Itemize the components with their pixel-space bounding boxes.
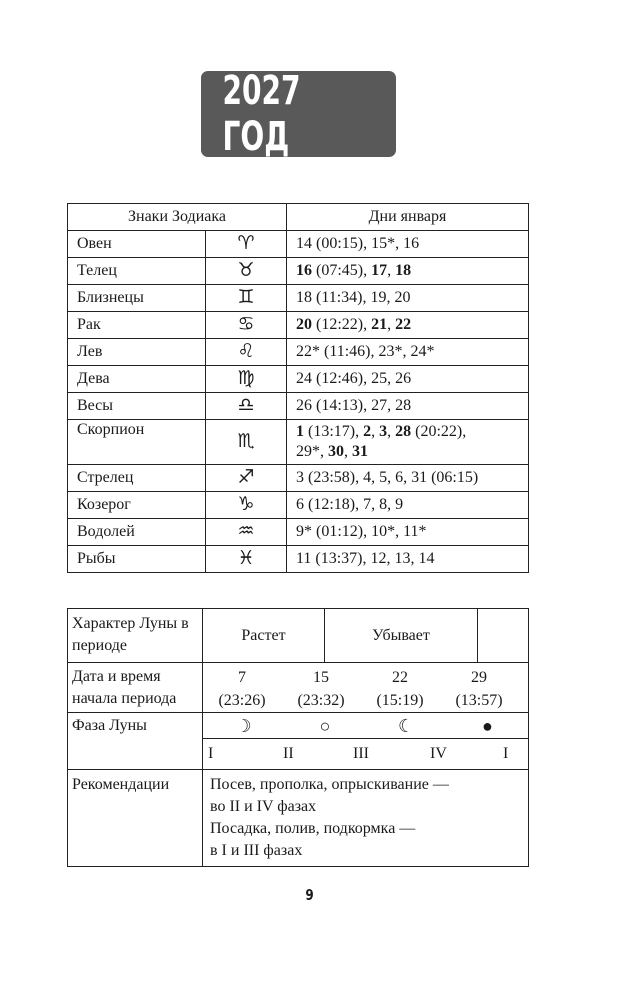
zodiac-days: 26 (14:13), 27, 28 bbox=[287, 393, 529, 420]
zodiac-days: 1 (13:17), 2, 3, 28 (20:22), 29*, 30, 31 bbox=[287, 420, 529, 465]
zodiac-row bbox=[68, 312, 529, 339]
zodiac-symbol-icon: ♍︎ bbox=[206, 366, 287, 393]
period-date: 7 (23:26) bbox=[218, 669, 266, 709]
period-date: 22 (15:19) bbox=[376, 669, 424, 709]
date-label: Дата и время начала периода bbox=[68, 663, 203, 713]
zodiac-days: 22* (11:46), 23*, 24* bbox=[287, 339, 529, 366]
recommendations bbox=[203, 770, 529, 867]
period-dates-cell bbox=[203, 663, 529, 713]
zodiac-row bbox=[68, 465, 529, 492]
zodiac-table bbox=[67, 203, 529, 573]
header-days: Дни января bbox=[287, 204, 529, 231]
zodiac-row bbox=[68, 393, 529, 420]
zodiac-row bbox=[68, 546, 529, 573]
zodiac-symbol-icon: ♊︎ bbox=[206, 285, 287, 312]
zodiac-symbol-icon: ♐︎ bbox=[206, 465, 287, 492]
year-title-box bbox=[201, 68, 396, 160]
rec-label: Рекомендации bbox=[68, 770, 203, 867]
zodiac-days: 6 (12:18), 7, 8, 9 bbox=[287, 492, 529, 519]
zodiac-row bbox=[68, 519, 529, 546]
zodiac-sign-name: Близнецы bbox=[68, 285, 206, 312]
zodiac-row bbox=[68, 231, 529, 258]
recommendation-line: Посев, прополка, опрыскивание — bbox=[210, 776, 449, 793]
zodiac-sign-name: Дева bbox=[68, 366, 206, 393]
zodiac-sign-name: Козерог bbox=[68, 492, 206, 519]
phase-numeral: IV bbox=[430, 745, 447, 762]
zodiac-sign-name: Рыбы bbox=[68, 546, 206, 573]
zodiac-row bbox=[68, 285, 529, 312]
zodiac-row bbox=[68, 339, 529, 366]
zodiac-days: 16 (07:45), 17, 18 bbox=[287, 258, 529, 285]
zodiac-symbol-icon: ♏︎ bbox=[206, 420, 287, 465]
zodiac-symbol-icon: ♒︎ bbox=[206, 519, 287, 546]
zodiac-days: 20 (12:22), 21, 22 bbox=[287, 312, 529, 339]
year-title: 2027 ГОД bbox=[222, 68, 301, 160]
zodiac-sign-name: Рак bbox=[68, 312, 206, 339]
header-signs: Знаки Зодиака bbox=[68, 204, 287, 231]
moon-character-cell bbox=[203, 609, 529, 663]
waning-crescent-icon: ☾ bbox=[398, 715, 415, 736]
waning-label: Убывает bbox=[325, 609, 478, 662]
zodiac-row bbox=[68, 258, 529, 285]
waxing-crescent-icon: ☽ bbox=[235, 715, 252, 736]
zodiac-sign-name: Весы bbox=[68, 393, 206, 420]
phase-numeral: I bbox=[208, 745, 214, 762]
zodiac-symbol-icon: ♈︎ bbox=[206, 231, 287, 258]
period-date: 15 (23:32) bbox=[297, 669, 345, 709]
zodiac-row bbox=[68, 366, 529, 393]
zodiac-sign-name: Овен bbox=[68, 231, 206, 258]
zodiac-sign-name: Телец bbox=[68, 258, 206, 285]
zodiac-symbol-icon: ♎︎ bbox=[206, 393, 287, 420]
zodiac-days: 18 (11:34), 19, 20 bbox=[287, 285, 529, 312]
zodiac-row bbox=[68, 492, 529, 519]
recommendation-line: Посадка, полив, подкормка — bbox=[210, 820, 416, 837]
zodiac-symbol-icon: ♉︎ bbox=[206, 258, 287, 285]
zodiac-sign-name: Лев bbox=[68, 339, 206, 366]
zodiac-sign-name: Стрелец bbox=[68, 465, 206, 492]
zodiac-row bbox=[68, 420, 529, 465]
phase-numeral: III bbox=[353, 745, 369, 762]
empty-cell bbox=[478, 609, 528, 662]
zodiac-days: 9* (01:12), 10*, 11* bbox=[287, 519, 529, 546]
recommendation-line: в I и III фазах bbox=[210, 842, 303, 859]
new-moon-icon: ● bbox=[481, 715, 493, 736]
zodiac-symbol-icon: ♌︎ bbox=[206, 339, 287, 366]
phase-numeral: II bbox=[283, 745, 294, 762]
zodiac-days: 24 (12:46), 25, 26 bbox=[287, 366, 529, 393]
period-date: 29 (13:57) bbox=[455, 669, 503, 709]
moon-table bbox=[67, 608, 529, 867]
zodiac-sign-name: Водолей bbox=[68, 519, 206, 546]
zodiac-symbol-icon: ♓︎ bbox=[206, 546, 287, 573]
phase-cell bbox=[203, 713, 529, 770]
zodiac-days: 14 (00:15), 15*, 16 bbox=[287, 231, 529, 258]
zodiac-table-header bbox=[68, 204, 529, 231]
moon-character-label: Характер Луны в периоде bbox=[68, 609, 203, 663]
page-number: 9 bbox=[305, 886, 314, 904]
phase-numeral: I bbox=[503, 745, 509, 762]
zodiac-days: 3 (23:58), 4, 5, 6, 31 (06:15) bbox=[287, 465, 529, 492]
phase-label: Фаза Луны bbox=[68, 713, 203, 770]
zodiac-symbol-icon: ♋︎ bbox=[206, 312, 287, 339]
zodiac-sign-name: Скорпион bbox=[68, 420, 206, 465]
full-moon-icon: ○ bbox=[319, 715, 331, 736]
zodiac-symbol-icon: ♑︎ bbox=[206, 492, 287, 519]
zodiac-days: 11 (13:37), 12, 13, 14 bbox=[287, 546, 529, 573]
growing-label: Растет bbox=[203, 609, 325, 662]
recommendation-line: во II и IV фазах bbox=[210, 798, 317, 815]
